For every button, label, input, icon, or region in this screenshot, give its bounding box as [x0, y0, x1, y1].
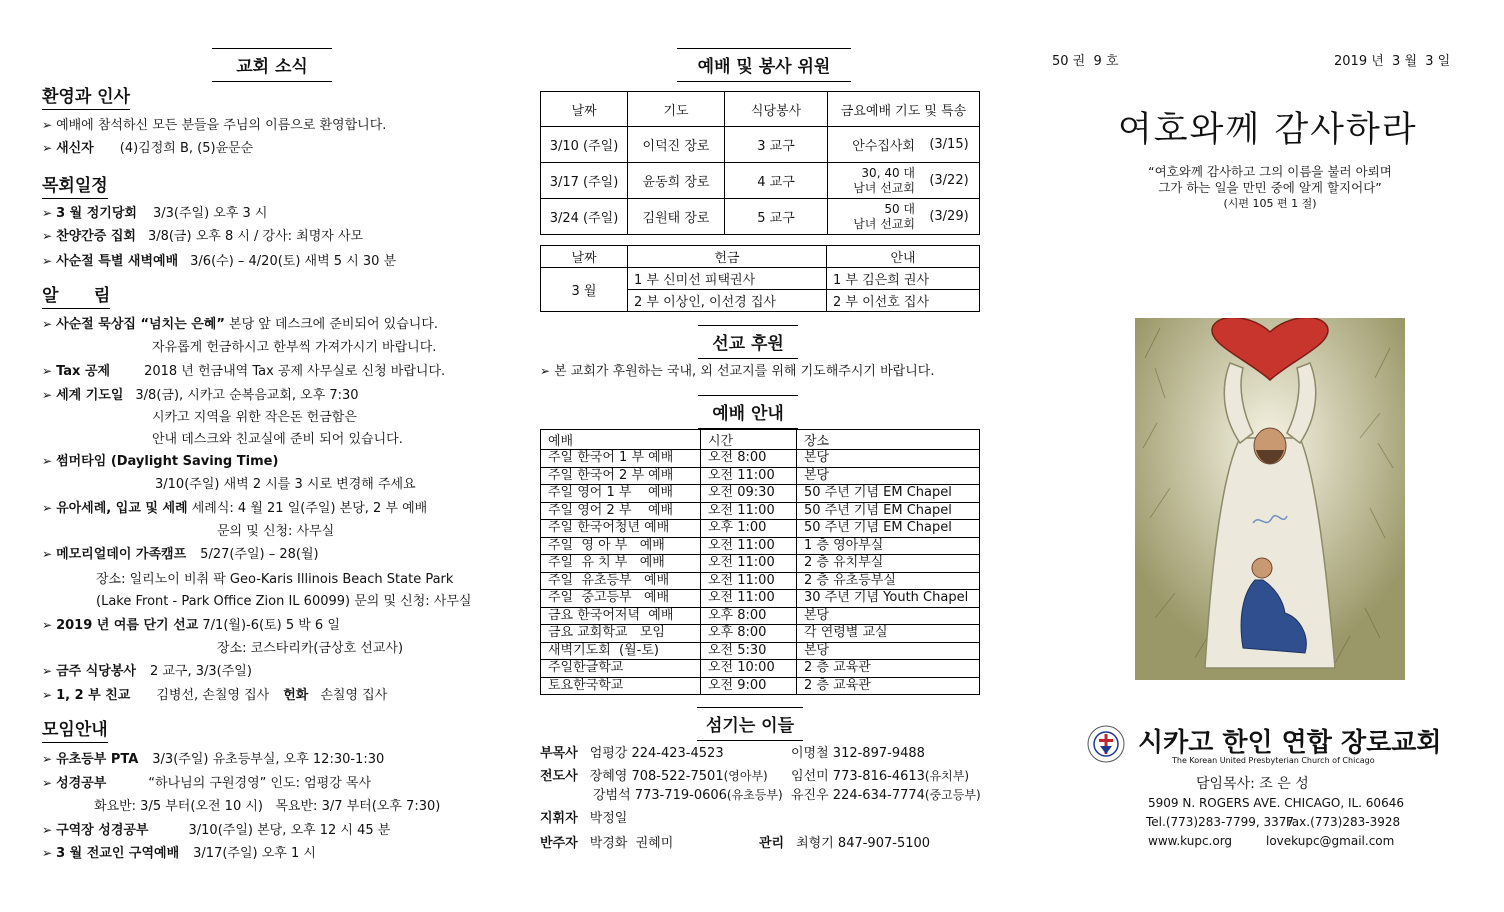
- col-header: 장소: [797, 430, 980, 450]
- verse-ref: (시편 105 편 1 절): [1223, 197, 1317, 210]
- staff-evang: 전도사 장혜영 708-522-7501(영아부): [540, 769, 768, 784]
- service-name: 주일 한국어청년 예배: [541, 520, 701, 538]
- staff-accompanist: 반주자 박경화 권혜미: [540, 836, 674, 851]
- notice-item: ➢ Tax 공제 2018 년 헌금내역 Tax 공제 사무실로 신청 바랍니다.: [42, 364, 446, 379]
- cell: 윤동희 장로: [628, 163, 725, 199]
- cell: 2 부 이상인, 이선경 집사: [628, 290, 827, 312]
- website-link[interactable]: www.kupc.org: [1148, 834, 1233, 848]
- notice-item: ➢ 유아세례, 입교 및 세례 세례식: 4 월 21 일(주일) 본당, 2 부 예배: [42, 501, 428, 516]
- notice-cont: 장소: 코스타리카(금상호 선교사): [217, 641, 404, 656]
- service-name: 주일 유초등부 예배: [541, 572, 701, 590]
- service-time: 오전 8:00: [701, 450, 797, 468]
- service-row: [541, 607, 980, 625]
- email-link[interactable]: lovekupc@gmail.com: [1266, 834, 1395, 848]
- cell: 1 부 김은희 권사: [827, 268, 980, 290]
- notice-item: ➢ 세계 기도일 3/8(금), 시카고 순복음교회, 오후 7:30: [42, 388, 359, 403]
- cell: 4 교구: [725, 163, 828, 199]
- col-header: 예배: [541, 430, 701, 450]
- staff-assoc2: 이명철 312-897-9488: [791, 746, 925, 761]
- col-header: 금요예배 기도 및 특송: [828, 92, 980, 127]
- service-name: 주일 중고등부 예배: [541, 590, 701, 608]
- service-place: 2 층 교육관: [797, 660, 980, 678]
- service-place: 50 주년 기념 EM Chapel: [797, 520, 980, 538]
- volume-number: 50 권 9 호: [1052, 54, 1119, 69]
- telephone: Tel.(773)283-7799, 3377: [1146, 815, 1295, 829]
- service-place: 본당: [797, 642, 980, 660]
- service-place: 각 연령별 교실: [797, 625, 980, 643]
- cell: (3/29): [919, 199, 980, 235]
- service-name: 주일 영어 1 부 예배: [541, 485, 701, 503]
- service-row: [541, 625, 980, 643]
- service-time: 오전 11:00: [701, 502, 797, 520]
- schedule-heading: 목회일정: [42, 171, 108, 199]
- staff-evang2: 임선미 773-816-4613(유치부): [791, 769, 970, 784]
- service-time: 오후 8:00: [701, 607, 797, 625]
- service-place: 2 층 유치부실: [797, 555, 980, 573]
- cell: 안수집사회: [828, 127, 920, 163]
- notice-cont: 3/10(주일) 새벽 2 시를 3 시로 변경해 주세요: [155, 477, 416, 492]
- notice-item: ➢ 사순절 묵상집 “넘치는 은혜” 본당 앞 데스크에 준비되어 있습니다.: [42, 317, 439, 332]
- service-time: 오전 10:00: [701, 660, 797, 678]
- staff-manager: 관리 최형기 847-907-5100: [759, 836, 931, 851]
- service-time: 오전 11:00: [701, 555, 797, 573]
- service-place: 본당: [797, 607, 980, 625]
- service-header-row: [541, 430, 980, 450]
- service-place: 본당: [797, 450, 980, 468]
- service-time: 오전 09:30: [701, 485, 797, 503]
- meeting-item: ➢ 구역장 성경공부 3/10(주일) 본당, 오후 12 시 45 분: [42, 823, 391, 838]
- duty-header-row: [541, 92, 980, 127]
- service-time: 오전 11:00: [701, 537, 797, 555]
- service-time: 오후 8:00: [701, 625, 797, 643]
- table-row: [541, 163, 980, 199]
- verse-line-1: “여호와께 감사하고 그의 이름을 불러 아뢰며: [1148, 164, 1392, 179]
- schedule-item: ➢ 찬양간증 집회 3/8(금) 오후 8 시 / 강사: 최명자 사모: [42, 229, 364, 244]
- service-row: [541, 485, 980, 503]
- notice-cont: 장소: 일리노이 비취 팍 Geo-Karis Illinois Beach State Park: [96, 572, 454, 587]
- staff-evang4: 유진우 224-634-7774(중고등부): [791, 788, 981, 803]
- church-news-title: 교회 소식: [212, 48, 332, 82]
- notice-cont: 문의 및 신청: 사무실: [217, 524, 335, 539]
- service-place: 2 층 유초등부실: [797, 572, 980, 590]
- table-row: [541, 268, 980, 290]
- service-row: [541, 467, 980, 485]
- address: 5909 N. ROGERS AVE. CHICAGO, IL. 60646: [1148, 796, 1404, 810]
- service-place: 1 층 영아부실: [797, 537, 980, 555]
- service-name: 주일 영 아 부 예배: [541, 537, 701, 555]
- cell: 1 부 신미선 피택권사: [628, 268, 827, 290]
- service-row: [541, 590, 980, 608]
- pastor: 담임목사: 조 은 성: [1196, 776, 1309, 792]
- cell: 김원태 장로: [628, 199, 725, 235]
- service-name: 주일 영어 2 부 예배: [541, 502, 701, 520]
- schedule-item: ➢ 3 월 정기당회 3/3(주일) 오후 3 시: [42, 206, 268, 221]
- col-header: 날짜: [541, 246, 628, 268]
- service-name: 토요한국학교: [541, 677, 701, 695]
- church-logo-icon: [1086, 724, 1126, 764]
- service-row: [541, 450, 980, 468]
- service-name: 주일 한국어 2 부 예배: [541, 467, 701, 485]
- col-header: 날짜: [541, 92, 628, 127]
- staff-conductor: 지휘자 박정일: [540, 811, 628, 826]
- heart-figure-illustration: [1135, 318, 1405, 680]
- service-place: 50 주년 기념 EM Chapel: [797, 502, 980, 520]
- notice-item: ➢ 썸머타임 (Daylight Saving Time): [42, 454, 279, 469]
- offering-table: [540, 245, 980, 312]
- service-row: [541, 572, 980, 590]
- cell: 3/10 (주일): [541, 127, 628, 163]
- col-header: 안내: [827, 246, 980, 268]
- service-time: 오전 11:00: [701, 467, 797, 485]
- service-name: 새벽기도회 (월-토): [541, 642, 701, 660]
- church-name-en: The Korean United Presbyterian Church of Chicago: [1172, 756, 1375, 765]
- service-table: [540, 429, 980, 695]
- service-name: 주일 유 치 부 예배: [541, 555, 701, 573]
- meeting-item: ➢ 3 월 전교인 구역예배 3/17(주일) 오후 1 시: [42, 846, 316, 861]
- service-row: [541, 660, 980, 678]
- mission-title: 선교 후원: [698, 325, 798, 359]
- cell: (3/22): [919, 163, 980, 199]
- service-name: 금요 한국어저녁 예배: [541, 607, 701, 625]
- cell: 3 월: [541, 268, 628, 312]
- welcome-line: ➢ 예배에 참석하신 모든 분들을 주님의 이름으로 환영합니다.: [42, 118, 387, 133]
- service-time: 오전 11:00: [701, 572, 797, 590]
- cell: 3/17 (주일): [541, 163, 628, 199]
- service-name: 주일한글학교: [541, 660, 701, 678]
- service-time: 오후 1:00: [701, 520, 797, 538]
- staff-evang3: 강범석 773-719-0606(유초등부): [593, 788, 783, 803]
- notice-item: ➢ 1, 2 부 친교 김병선, 손칠영 집사 헌화 손칠영 집사: [42, 688, 388, 703]
- cell: 3/24 (주일): [541, 199, 628, 235]
- notice-cont: (Lake Front - Park Office Zion IL 60099) 문의 및 신청: 사무실: [96, 594, 472, 609]
- cell: (3/15): [919, 127, 980, 163]
- notice-cont: 안내 데스크와 친교실에 준비 되어 있습니다.: [152, 432, 403, 447]
- fax: Fax.(773)283-3928: [1286, 815, 1401, 829]
- church-name: 시카고 한인 연합 장로교회: [1138, 728, 1442, 758]
- service-row: [541, 537, 980, 555]
- service-place: 50 주년 기념 EM Chapel: [797, 485, 980, 503]
- col-header: 시간: [701, 430, 797, 450]
- service-time: 오전 5:30: [701, 642, 797, 660]
- staff-title: 섬기는 이들: [697, 707, 803, 741]
- service-row: [541, 677, 980, 695]
- col-header: 식당봉사: [725, 92, 828, 127]
- meetings-heading: 모임안내: [42, 715, 108, 743]
- service-place: 2 층 교육관: [797, 677, 980, 695]
- cell: 3 교구: [725, 127, 828, 163]
- service-name: 주일 한국어 1 부 예배: [541, 450, 701, 468]
- notice-item: ➢ 금주 식당봉사 2 교구, 3/3(주일): [42, 664, 252, 679]
- service-row: [541, 555, 980, 573]
- service-title: 예배 안내: [698, 395, 798, 429]
- cell: 5 교구: [725, 199, 828, 235]
- notice-item: ➢ 2019 년 여름 단기 선교 7/1(월)-6(토) 5 박 6 일: [42, 618, 340, 633]
- welcome-heading: 환영과 인사: [42, 82, 130, 110]
- service-row: [541, 502, 980, 520]
- meeting-item: ➢ 성경공부 “하나님의 구원경영” 인도: 엄평강 목사: [42, 776, 372, 791]
- table-row: [541, 199, 980, 235]
- notice-item: ➢ 메모리얼데이 가족캠프 5/27(주일) – 28(월): [42, 547, 319, 562]
- newcomers-line: ➢ 새신자 (4)김정희 B, (5)윤문순: [42, 141, 254, 156]
- mission-line: ➢ 본 교회가 후원하는 국내, 외 선교지를 위해 기도해주시기 바랍니다.: [540, 364, 935, 379]
- notices-heading: 알 림: [42, 281, 110, 309]
- schedule-item: ➢ 사순절 특별 새벽예배 3/6(수) – 4/20(토) 새벽 5 시 30 분: [42, 254, 397, 269]
- kneeling-head: [1252, 558, 1272, 578]
- cell: 이덕진 장로: [628, 127, 725, 163]
- meeting-item: ➢ 유초등부 PTA 3/3(주일) 유초등부실, 오후 12:30-1:30: [42, 752, 385, 767]
- service-row: [541, 642, 980, 660]
- col-header: 헌금: [628, 246, 827, 268]
- service-time: 오전 9:00: [701, 677, 797, 695]
- meeting-cont: 화요반: 3/5 부터(오전 10 시) 목요반: 3/7 부터(오후 7:30): [94, 799, 441, 814]
- service-row: [541, 520, 980, 538]
- service-time: 오전 11:00: [701, 590, 797, 608]
- duty-table: [540, 91, 980, 235]
- cell: 2 부 이선호 집사: [827, 290, 980, 312]
- service-place: 30 주년 기념 Youth Chapel: [797, 590, 980, 608]
- duty-title: 예배 및 봉사 위원: [677, 48, 851, 82]
- bulletin-title: 여호와께 감사하라: [1118, 110, 1418, 150]
- col-header: 기도: [628, 92, 725, 127]
- cell: 50 대 남녀 선교회: [828, 199, 920, 235]
- offering-header-row: [541, 246, 980, 268]
- service-place: 본당: [797, 467, 980, 485]
- notice-cont: 시카고 지역을 위한 작은돈 헌금함은: [152, 410, 357, 425]
- staff-assoc: 부목사 엄평강 224-423-4523: [540, 746, 724, 761]
- verse-line-2: 그가 하는 일을 만민 중에 알게 할지어다”: [1158, 180, 1382, 195]
- service-name: 금요 교회학교 모임: [541, 625, 701, 643]
- cell: 30, 40 대 남녀 선교회: [828, 163, 920, 199]
- issue-date: 2019 년 3 월 3 일: [1334, 54, 1451, 69]
- table-row: [541, 127, 980, 163]
- notice-cont: 자유롭게 헌금하시고 한부씩 가져가시기 바랍니다.: [152, 340, 437, 355]
